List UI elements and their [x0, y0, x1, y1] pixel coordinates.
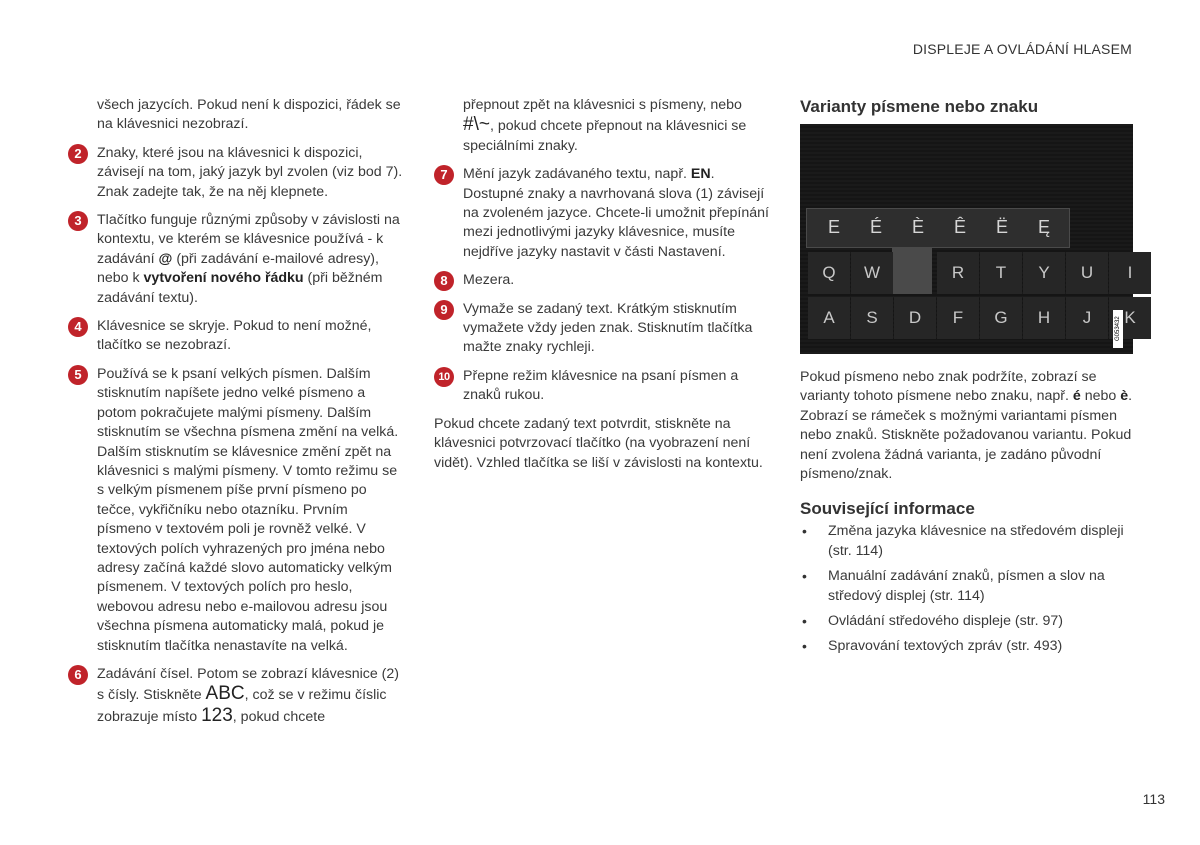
number-badge-6: 6 — [68, 665, 88, 685]
figure-code: G053432 — [1113, 310, 1123, 348]
related-link-text: Spravování textových zpráv (str. 493) — [828, 638, 1063, 655]
bullet-icon: • — [802, 568, 807, 585]
variants-paragraph — [800, 368, 1135, 484]
item-7-bold-en: EN — [690, 166, 711, 183]
number-badge-9: 9 — [434, 300, 454, 320]
numeric-glyph: 123 — [201, 704, 233, 726]
item-6-text-c: , pokud chcete — [232, 708, 326, 725]
column-right — [800, 96, 1135, 663]
key: Y — [1023, 252, 1065, 294]
key: A — [808, 297, 850, 339]
outro-paragraph: Pokud chcete zadaný text potvrdit, stiskněte na klávesnici potvrzovací tlačítko (na vyobrazení není vidět). Vzhled tlačítka se liší v závislosti na kontextu. — [434, 415, 763, 471]
abc-glyph: ABC — [205, 683, 245, 705]
item-3-bold-at: @ — [158, 250, 173, 267]
key: H — [1023, 297, 1065, 339]
number-badge-5: 5 — [68, 365, 88, 385]
key: D — [894, 297, 936, 339]
running-header: DISPLEJE A OVLÁDÁNÍ HLASEM — [912, 41, 1132, 57]
related-links-list — [800, 522, 1135, 656]
list-item-4 — [68, 317, 404, 356]
number-badge-10: 10 — [434, 367, 454, 387]
column-left — [68, 96, 404, 736]
key: F — [937, 297, 979, 339]
number-badge-2: 2 — [68, 144, 88, 164]
key: S — [851, 297, 893, 339]
variant-popup — [806, 208, 1070, 248]
number-badge-8: 8 — [434, 271, 454, 291]
item-6-text-a: Zadávání čísel. Potom se zobrazí klávesnice (2) s čísly. Stiskněte — [97, 665, 400, 704]
item-7-text-a: Mění jazyk zadávaného textu, např. — [463, 166, 691, 183]
key: T — [980, 252, 1022, 294]
related-link-text: Manuální zadávání znaků, písmen a slov na středový displej (str. 114) — [828, 568, 1105, 604]
page-number: 113 — [1142, 791, 1165, 807]
list-item-8 — [434, 271, 769, 290]
keyboard-row-1 — [808, 252, 1152, 294]
bullet-icon: • — [802, 638, 807, 655]
item-4-text: Klávesnice se skryje. Pokud to není možné, tlačítko se nezobrazí. — [97, 318, 372, 354]
related-link[interactable] — [800, 522, 1135, 561]
variant-key: É — [869, 217, 882, 238]
item-9-text: Vymaže se zadaný text. Krátkým stisknutím vymažete vždy jeden znak. Stisknutím tlačítka mažte znaky rychleji. — [463, 300, 753, 356]
column-middle — [434, 96, 769, 482]
key: Q — [808, 252, 850, 294]
list-item-3 — [68, 211, 404, 308]
continued-text-a: přepnout zpět na klávesnici s písmeny, nebo — [463, 97, 742, 113]
variant-key: Ę — [1037, 217, 1050, 238]
list-item-2 — [68, 144, 404, 202]
variant-key: È — [911, 217, 924, 238]
number-badge-7: 7 — [434, 165, 454, 185]
variant-key: Ê — [953, 217, 966, 238]
key: U — [1066, 252, 1108, 294]
variant-key: E — [827, 217, 840, 238]
list-item-9 — [434, 300, 769, 358]
bullet-icon: • — [802, 613, 807, 630]
list-item-10 — [434, 367, 769, 406]
keyboard-figure — [800, 124, 1136, 354]
item-3-text-c: (při běžném zadávání textu). — [97, 270, 383, 306]
key: G — [980, 297, 1022, 339]
intro-paragraph: všech jazycích. Pokud není k dispozici, řádek se na klávesnici nezobrazí. — [97, 97, 401, 133]
item-5-text: Používá se k psaní velkých písmen. Dalším stisknutím napíšete jedno velké písmeno a potom pokračujete malými písmeny. Dalším stisknutím se všechna písmena změní na velká. Dalším stisknutím se klávesnice změní zpět na klávesnici s malými písmeny. V tomto režimu se s velkým písmenem píše první písmeno po tečce, vykřičníku nebo otazníku. Prvním písmeno v textovém poli je rovněž velké. V textových polích vyhrazených pro jména nebo adresy začíná každé slovo automaticky velkým písmenem. V textových polích pro heslo, webovou adresu nebo e-mailovou adresu jsou všechna písmena automaticky malá, pokud je stisknutím tlačítka nenastavíte na velká. — [97, 365, 399, 654]
variants-bold-e-acute: é — [1072, 388, 1081, 405]
variants-text-c: . Zobrazí se rámeček s možnými variantami písmen nebo znaků. Stiskněte požadovanou variantu. Pokud není zvolena žádná varianta, je zadáno původní písmeno/znak. — [800, 388, 1133, 483]
key: J — [1066, 297, 1108, 339]
item-3-bold-newline: vytvoření nového řádku — [143, 270, 304, 287]
key: K — [1109, 297, 1151, 339]
item-7-text-b: . Dostupné znaky a navrhovaná slova (1) závisejí na zvoleném jazyce. Chcete-li umožnit přepínání mezi jednotlivými jazyky klávesnice, musíte nejdříve jazyky nastavit v části Nastavení. — [463, 166, 769, 260]
number-badge-3: 3 — [68, 211, 88, 231]
item-8-text: Mezera. — [463, 272, 515, 289]
continued-paragraph — [434, 96, 769, 156]
item-3-text-b: (při zadávání e-mailové adresy), nebo k — [97, 250, 379, 287]
variants-text-b: nebo — [1080, 388, 1121, 405]
related-link-text: Ovládání středového displeje (str. 97) — [828, 613, 1064, 630]
special-chars-glyph: #\~ — [463, 114, 490, 136]
list-item-7 — [434, 165, 769, 262]
related-link[interactable] — [800, 637, 1135, 656]
continued-text-b: , pokud chcete přepnout na klávesnici se speciálními znaky. — [463, 118, 747, 154]
item-3-text-a: Tlačítko funguje různými způsoby v závislosti na kontextu, ve kterém se klávesnice používá - k zadávání — [97, 212, 400, 267]
key: I — [1109, 252, 1151, 294]
keyboard-row-2 — [808, 297, 1152, 339]
bullet-icon: • — [802, 523, 807, 540]
item-2-text: Znaky, které jsou na klávesnici k dispozici, závisejí na tom, jaký jazyk byl zvolen (viz bod 7). Znak zadejte tak, že na něj klepnete. — [97, 144, 403, 200]
item-10-text: Přepne režim klávesnice na psaní písmen a znaků rukou. — [463, 367, 739, 404]
variants-text-a: Pokud písmeno nebo znak podržíte, zobrazí se varianty tohoto písmene nebo znaku, např. — [800, 369, 1097, 405]
section-heading-related: Související informace — [800, 499, 975, 519]
number-badge-4: 4 — [68, 317, 88, 337]
key-pressed — [894, 252, 936, 294]
key: W — [851, 252, 893, 294]
key: R — [937, 252, 979, 294]
related-link-text: Změna jazyka klávesnice na středovém displeji (str. 114) — [828, 523, 1124, 559]
related-link[interactable] — [800, 612, 1135, 631]
list-item-6 — [68, 665, 404, 727]
variants-bold-e-grave: è — [1120, 388, 1129, 405]
item-6-text-b: , což se v režimu číslic zobrazuje místo — [97, 687, 387, 725]
list-item-5 — [68, 365, 404, 656]
related-link[interactable] — [800, 567, 1135, 606]
section-heading-variants: Varianty písmene nebo znaku — [800, 97, 1039, 116]
variant-key: Ë — [995, 217, 1008, 238]
